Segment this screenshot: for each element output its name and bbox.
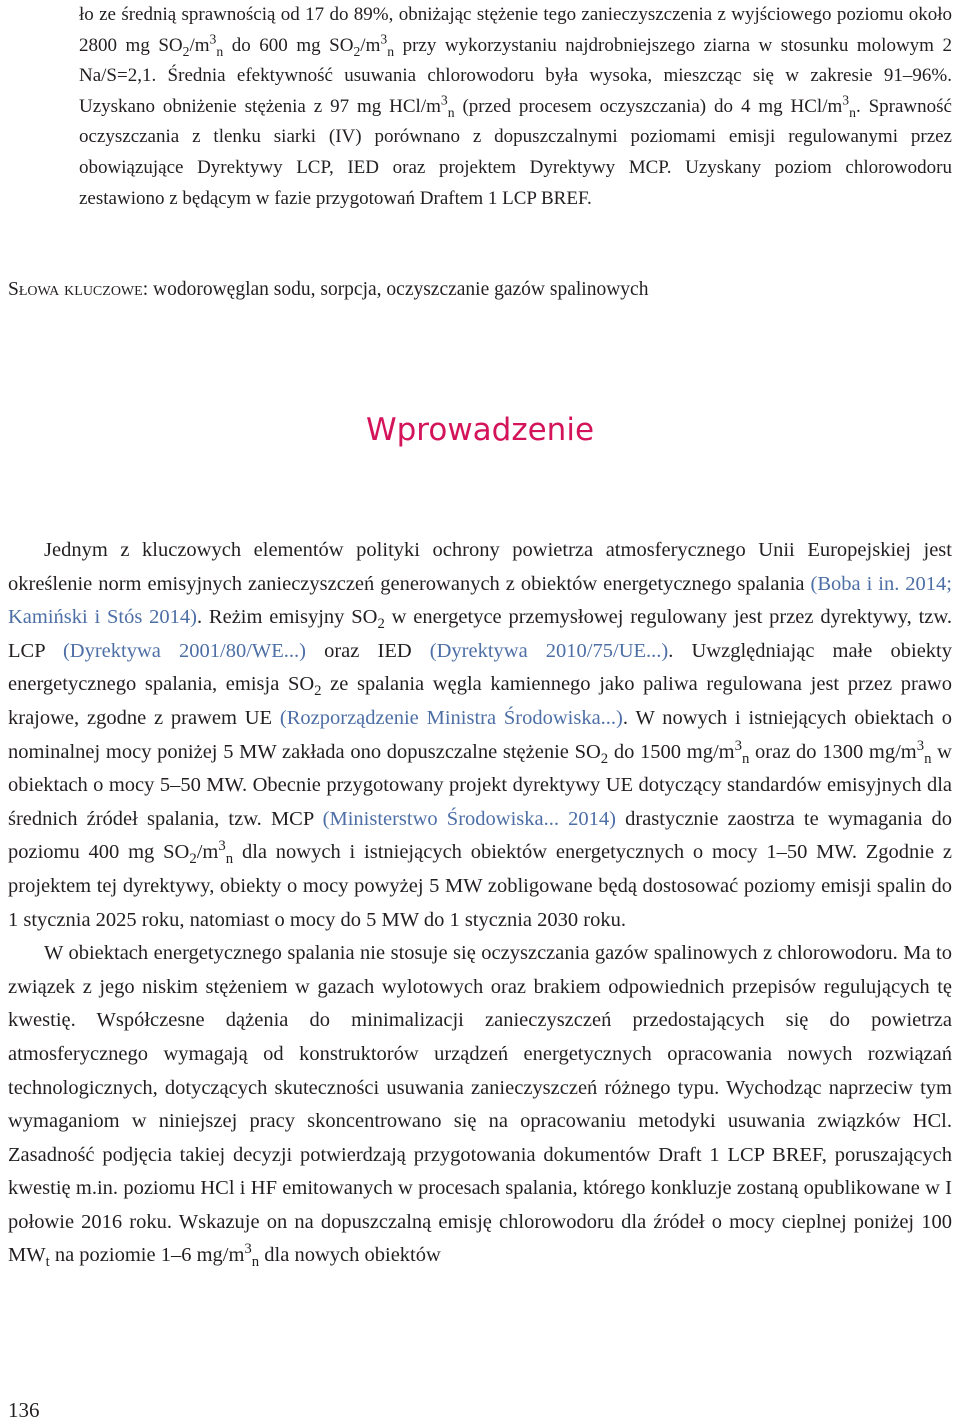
citation-link[interactable]: (Rozporządzenie Ministra Środowiska...) — [279, 706, 623, 729]
text-run: ze spalania węgla kamiennego jako paliwa regulowana jest przez prawo krajowe, zgodne z prawem UE — [8, 673, 952, 729]
subscript: 2 — [377, 616, 385, 633]
text-run: drastycznie zaostrza te wymagania do poziomu 400 mg SO — [8, 807, 952, 864]
section-heading: Wprowadzenie — [365, 412, 595, 448]
superscript: 3 — [244, 1241, 252, 1258]
citation-link[interactable]: (Boba i in. 2014; Kamiński i Stós 2014) — [8, 572, 953, 629]
subscript: 2 — [182, 43, 190, 59]
subscript: n — [387, 43, 395, 59]
subscript: n — [741, 750, 750, 767]
subscript: 2 — [600, 750, 609, 767]
subscript: n — [251, 1254, 260, 1271]
keywords-text: wodorowęglan sodu, sorpcja, oczyszczanie gazów spalinowych — [148, 279, 649, 300]
superscript: 3 — [218, 838, 226, 855]
subscript: n — [225, 851, 234, 868]
paragraph — [8, 534, 952, 937]
text-run: (przed procesem oczyszczania) do 4 mg HCl/m — [454, 95, 843, 117]
text-run: w energetyce przemysłowej regulowany jest przez dyrektywy, tzw. LCP — [8, 606, 952, 662]
text-run: dla nowych obiektów — [259, 1244, 441, 1267]
body-text — [8, 534, 952, 1273]
text-run: /m — [360, 34, 381, 56]
text-run: w obiektach o mocy 5–50 MW. Obecnie przygotowany projekt dyrektywy UE dotyczący standardów emisyjnych dla średnich źródeł spalania, tzw. MCP — [8, 740, 952, 830]
text-run: oraz IED — [305, 639, 430, 662]
subscript: n — [447, 104, 455, 120]
text-run: przy wykorzystaniu najdrobniejszego ziarna w stosunku molowym 2 Na/S=2,1. Średnia efektywność usuwania chlorowodoru była wysoka, mieszcząc się w zakresie 91–96%. Uzyskano obniżenie stężenia z 97 mg HCl/m — [79, 34, 952, 117]
citation-link[interactable]: (Ministerstwo Środowiska... 2014) — [322, 807, 616, 830]
subscript: n — [849, 104, 856, 120]
subscript: n — [216, 43, 224, 59]
superscript: 3 — [842, 92, 850, 108]
text-run: dla nowych i istniejących obiektów energetycznych o mocy 1–50 MW. Zgodnie z projektem tej dyrektywy, obiekty o mocy powyżej 5 MW zobligowane będą dostosować poziomy emisji spalin do 1 stycznia 2025 roku, natomiast o mocy do 5 MW do 1 stycznia 2030 roku. — [8, 841, 952, 931]
text-run: . Reżim emisyjny SO — [197, 606, 378, 629]
text-run: . W nowych i istniejących obiektach o nominalnej mocy poniżej 5 MW zakłada ono dopuszczalne stężenie SO — [8, 706, 952, 763]
subscript: 2 — [189, 851, 197, 868]
text-run: /m — [189, 34, 210, 56]
text-run: oraz do 1300 mg/m — [749, 740, 917, 763]
text-run: ło ze średnią sprawnością od 17 do 89%, obniżając stężenie tego zanieczyszczenia z wyjściowego poziomu około 2800 mg SO — [79, 4, 952, 56]
superscript: 3 — [916, 737, 925, 754]
superscript: 3 — [734, 737, 742, 754]
page-number: 136 — [8, 1398, 40, 1422]
text-run: W obiektach energetycznego spalania nie stosuje się oczyszczania gazów spalinowych z chlorowodoru. Ma to związek z jego niskim stężeniem w gazach wylotowych oraz brakiem odpowiednich przepisów regulujących tę kwestię. Współczesne dążenia do minimalizacji zanieczyszczeń przedostających się do powietrza atmosferycznego wymagają od konstruktorów urządzeń energetycznych opracowania nowych rozwiązań technologicznych, dotyczących skuteczności usuwania zanieczyszczeń różnego typu. Wychodząc naprzeciw tym wymaganiom w niniejszej pracy skoncentrowano się na opracowaniu metodyki usuwania związków HCl. Zasadność podjęcia takiej decyzji potwierdzają przygotowania dokumentów Draft 1 LCP BREF, poruszających kwestię m.in. poziomu HCl i HF emitowanych w procesach spalania, którego konkluzje zostaną opublikowane w I połowie 2016 roku. Wskazuje on na dopuszczalną emisję chlorowodoru dla źródeł o mocy cieplnej poniżej 100 MW — [8, 942, 952, 1267]
superscript: 3 — [380, 31, 388, 47]
abstract-text — [79, 0, 952, 214]
text-run: . Uwzględniając małe obiekty energetycznego spalania, emisja SO — [8, 639, 952, 696]
subscript: 2 — [314, 683, 322, 700]
keywords-label: Słowa kluczowe: — [8, 279, 149, 300]
subscript: n — [924, 750, 932, 767]
subscript: t — [45, 1254, 50, 1271]
superscript: 3 — [440, 92, 448, 108]
text-run: do 600 mg SO — [223, 34, 354, 56]
subscript: 2 — [353, 43, 361, 59]
text-run: do 1500 mg/m — [608, 740, 735, 763]
text-run: /m — [196, 841, 219, 864]
text-run: na poziomie 1–6 mg/m — [49, 1244, 245, 1267]
superscript: 3 — [209, 31, 217, 47]
citation-link[interactable]: (Dyrektywa 2001/80/WE...) — [62, 639, 306, 662]
text-run: Jednym z kluczowych elementów polityki ochrony powietrza atmosferycznego Unii Europejskiej jest określenie norm emisyjnych zanieczyszczeń generowanych z obiektów energetycznego spalania — [8, 539, 952, 595]
citation-link[interactable]: (Dyrektywa 2010/75/UE...) — [429, 639, 669, 662]
text-run: . Sprawność oczyszczania z tlenku siarki (IV) porównano z dopuszczalnymi poziomami emisji regulowanymi przez obowiązujące Dyrektywy LCP, IED oraz projektem Dyrektywy MCP. Uzyskany poziom chlorowodoru zestawiono z będącym w fazie przygotowań Draftem 1 LCP BREF. — [79, 95, 952, 209]
paragraph — [8, 937, 952, 1273]
keywords — [8, 275, 952, 305]
